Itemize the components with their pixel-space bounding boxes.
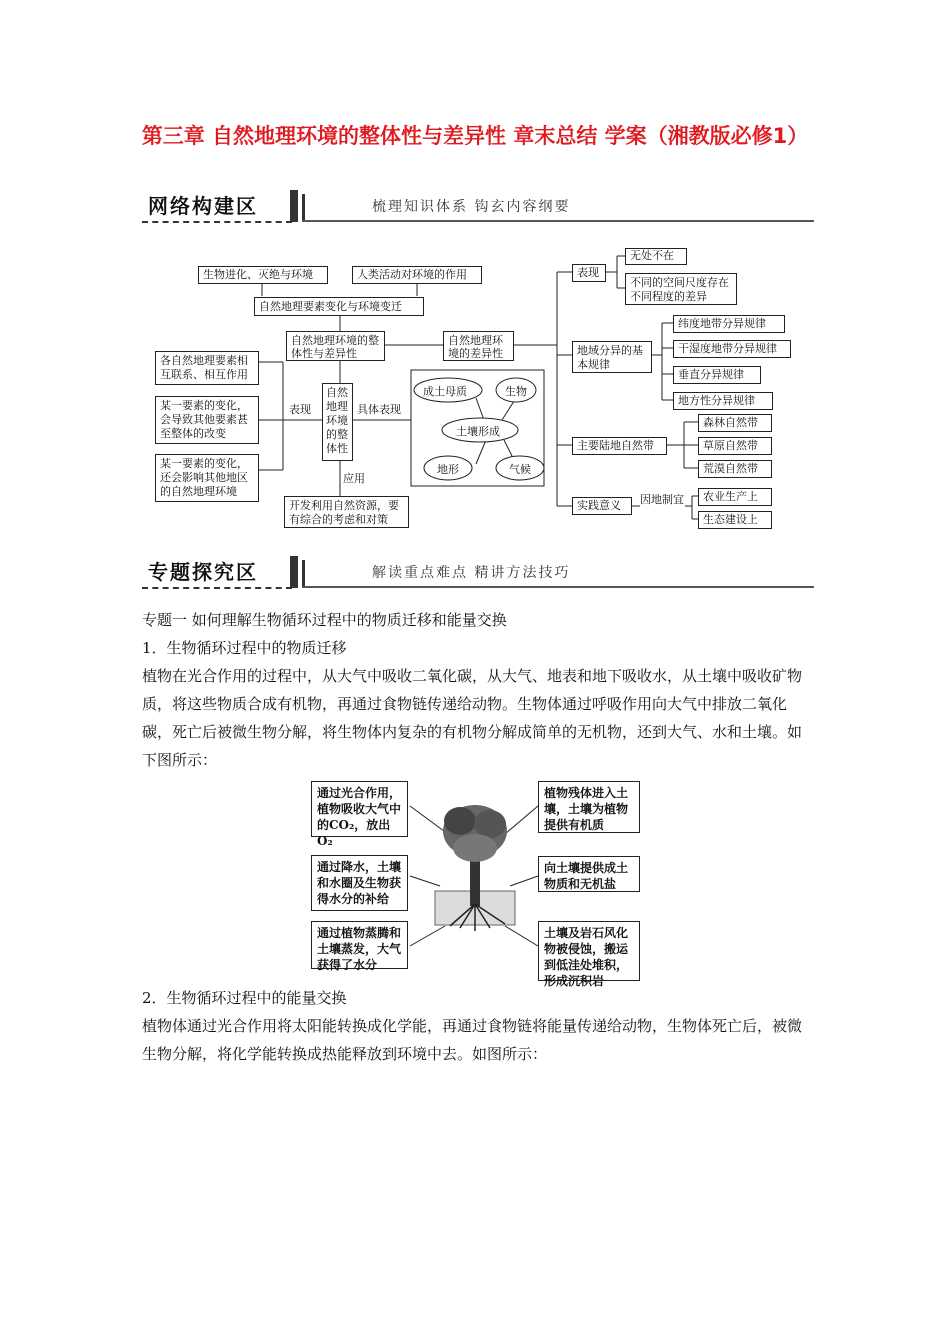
node-biology: 生物 (505, 385, 527, 398)
node-vertical: 垂直分异规律 (673, 366, 761, 384)
node-wholeness: 自然地理环境的整体性 (322, 383, 353, 461)
node-practical: 实践意义 (572, 497, 632, 515)
node-one-change: 某一要素的变化，会导致其他要素甚至整体的改变 (155, 396, 259, 444)
node-desert: 荒漠自然带 (698, 460, 772, 478)
node-dry-wet: 干湿度地带分异规律 (673, 340, 791, 358)
node-one-change-region: 某一要素的变化，还会影响其他地区的自然地理环境 (155, 454, 259, 502)
node-regional: 地域分异的基本规律 (572, 341, 652, 373)
node-env-change: 自然地理要素变化与环境变迁 (254, 297, 424, 316)
box-mineral: 向土壤提供成土物质和无机盐 (538, 856, 640, 892)
box-residue: 植物残体进入土壤，土壤为植物提供有机质 (538, 781, 640, 833)
node-agriculture: 农业生产上 (698, 488, 772, 506)
node-local: 地方性分异规律 (673, 392, 773, 410)
node-everywhere: 无处不在 (625, 248, 687, 265)
node-elements-interact: 各自然地理要素相互联系、相互作用 (155, 351, 259, 385)
topic-heading: 专题一 如何理解生物循环过程中的物质迁移和能量交换 (142, 611, 507, 629)
box-erosion: 土壤及岩石风化物被侵蚀，搬运到低洼处堆积，形成沉积岩 (538, 921, 640, 981)
label-specific: 具体表现 (357, 403, 401, 416)
section-2-text: 植物体通过光合作用将太阳能转换成化学能，再通过食物链将能量传递给动物，生物体死亡后，被微生物分解，将化学能转换成热能释放到环境中去。如图所示： (142, 1017, 803, 1063)
node-human: 人类活动对环境的作用 (352, 266, 482, 284)
node-parent-material: 成土母质 (423, 385, 467, 398)
banner-slogan: 梳理知识体系 钩玄内容纲要 (372, 199, 571, 215)
page-title: 第三章 自然地理环境的整体性与差异性 章末总结 学案（湘教版必修1） (141, 124, 809, 148)
node-soil-formation: 土壤形成 (456, 425, 500, 438)
label-apply: 应用 (343, 472, 365, 485)
node-ecology: 生态建设上 (698, 511, 772, 529)
section-1-text: 植物在光合作用的过程中，从大气中吸收二氧化碳，从大气、地表和地下吸收水，从土壤中吸收矿物质，将这些物质合成有机物，再通过食物链传递给动物。生物体通过呼吸作用向大气中排放二氧化碳，死亡后被微生物分解，将生物体内复杂的有机物分解成简单的无机物，还到大气、水和土壤。如下图所示： (142, 667, 803, 769)
box-photosynthesis: 通过光合作用，植物吸收大气中的CO₂，放出O₂ (311, 781, 408, 837)
node-forest: 森林自然带 (698, 414, 772, 432)
banner-underline (142, 587, 292, 589)
node-wholeness-difference: 自然地理环境的整体性与差异性 (286, 331, 385, 361)
box-precipitation: 通过降水，土壤和水圈及生物获得水分的补给 (311, 855, 408, 911)
node-scale: 不同的空间尺度存在不同程度的差异 (625, 273, 737, 305)
node-latitude: 纬度地带分异规律 (673, 315, 785, 333)
section-1-heading: 1．生物循环过程中的物质迁移 (142, 639, 347, 657)
node-terrain: 地形 (437, 463, 459, 476)
box-evaporation: 通过植物蒸腾和土壤蒸发，大气获得了水分 (311, 921, 408, 969)
label-adapt: 因地制宜 (640, 493, 684, 506)
node-biao: 表现 (572, 264, 606, 282)
banner-tag: 网络构建区 (148, 194, 258, 218)
banner-rule (302, 586, 814, 588)
banner-tag: 专题探究区 (148, 560, 258, 584)
label-manifest: 表现 (289, 403, 311, 416)
banner-bar (290, 556, 298, 588)
section-banner-topic (142, 556, 814, 590)
banner-bar-thin (302, 560, 305, 588)
node-main-belts: 主要陆地自然带 (572, 437, 667, 455)
banner-slogan: 解读重点难点 精讲方法技巧 (372, 565, 571, 581)
node-climate: 气候 (509, 463, 531, 476)
node-evolution: 生物进化、灭绝与环境 (198, 266, 328, 284)
node-difference: 自然地理环境的差异性 (443, 331, 514, 361)
node-grassland: 草原自然带 (698, 437, 772, 455)
node-develop: 开发利用自然资源，要有综合的考虑和对策 (284, 496, 409, 528)
section-2-heading: 2．生物循环过程中的能量交换 (142, 989, 347, 1007)
